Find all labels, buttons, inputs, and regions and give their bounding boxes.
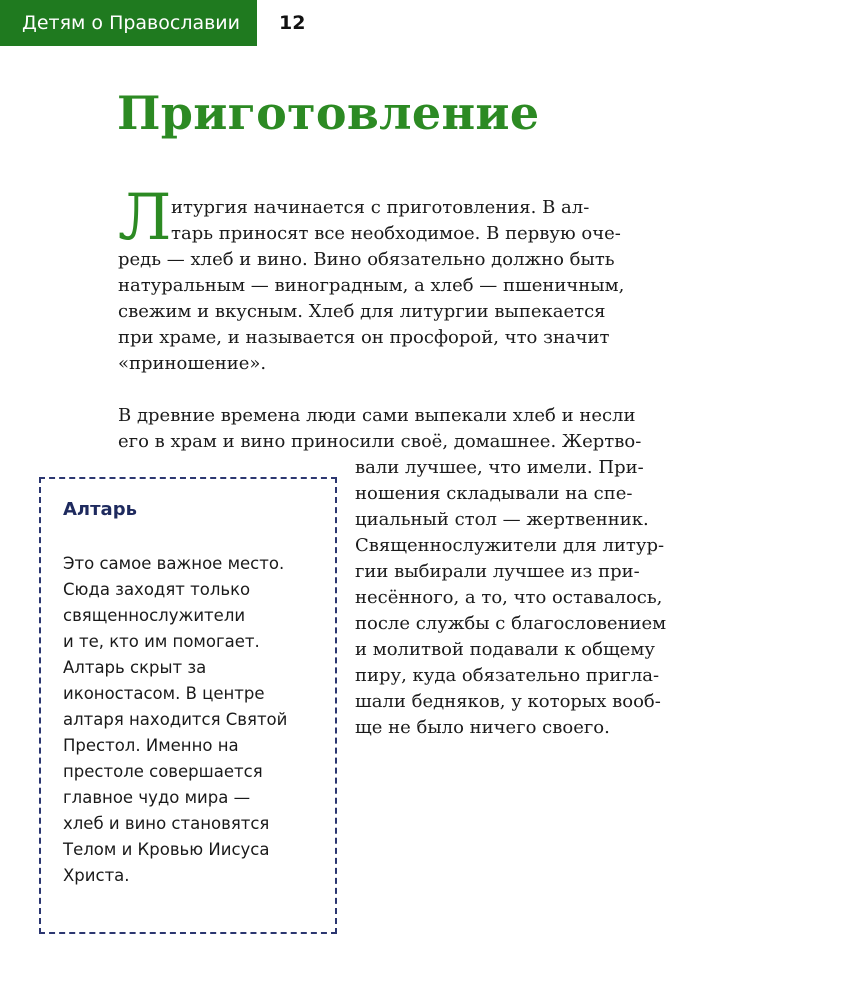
body-line: Священнослужители для литур- xyxy=(355,535,665,556)
body-line: шали бедняков, у которых вооб- xyxy=(355,691,661,712)
sidebar-line: Телом и Кровью Иисуса xyxy=(63,840,270,859)
body-line: после службы с благословением xyxy=(355,613,667,634)
sidebar-line: Престол. Именно на xyxy=(63,736,239,755)
sidebar-line: Это самое важное место. xyxy=(63,554,285,573)
sidebar-line: иконостасом. В центре xyxy=(63,684,265,703)
altar-sidebar-box xyxy=(39,477,337,934)
page-title: Приготовление xyxy=(117,86,540,140)
sidebar-title: Алтарь xyxy=(63,499,137,520)
body-line: его в храм и вино приносили своё, домашнее. Жертво- xyxy=(118,431,642,452)
intro-line: «приношение». xyxy=(118,353,267,374)
intro-line: натуральным — виноградным, а хлеб — пшеничным, xyxy=(118,275,625,296)
sidebar-line: священнослужители xyxy=(63,606,246,625)
sidebar-line: и те, кто им помогает. xyxy=(63,632,260,651)
sidebar-line: хлеб и вино становятся xyxy=(63,814,270,833)
section-header: Детям о Православии xyxy=(0,0,257,46)
drop-cap: Л xyxy=(118,181,172,255)
body-line: ношения складывали на спе- xyxy=(355,483,633,504)
body-line: ще не было ничего своего. xyxy=(355,717,610,738)
body-line: циальный стол — жертвенник. xyxy=(355,509,649,530)
body-line: вали лучшее, что имели. При- xyxy=(355,457,644,478)
body-line: В древние времена люди сами выпекали хлеб и несли xyxy=(118,405,636,426)
intro-line: свежим и вкусным. Хлеб для литургии выпекается xyxy=(118,301,606,322)
body-line: и молитвой подавали к общему xyxy=(355,639,655,660)
sidebar-line: главное чудо мира — xyxy=(63,788,251,807)
sidebar-line: престоле совершается xyxy=(63,762,263,781)
body-line: гии выбирали лучшее из при- xyxy=(355,561,640,582)
intro-line: при храме, и называется он просфорой, что значит xyxy=(118,327,610,348)
sidebar-line: алтаря находится Святой xyxy=(63,710,288,729)
sidebar-line: Алтарь скрыт за xyxy=(63,658,207,677)
intro-line: редь — хлеб и вино. Вино обязательно должно быть xyxy=(118,249,615,270)
sidebar-line: Христа. xyxy=(63,866,130,885)
body-line: пиру, куда обязательно пригла- xyxy=(355,665,660,686)
body-line: несённого, а то, что оставалось, xyxy=(355,587,663,608)
sidebar-line: Сюда заходят только xyxy=(63,580,251,599)
intro-line: итургия начинается с приготовления. В ал- xyxy=(171,197,590,218)
intro-line: тарь приносят все необходимое. В первую оче- xyxy=(171,223,621,244)
page-number: 12 xyxy=(279,12,306,34)
